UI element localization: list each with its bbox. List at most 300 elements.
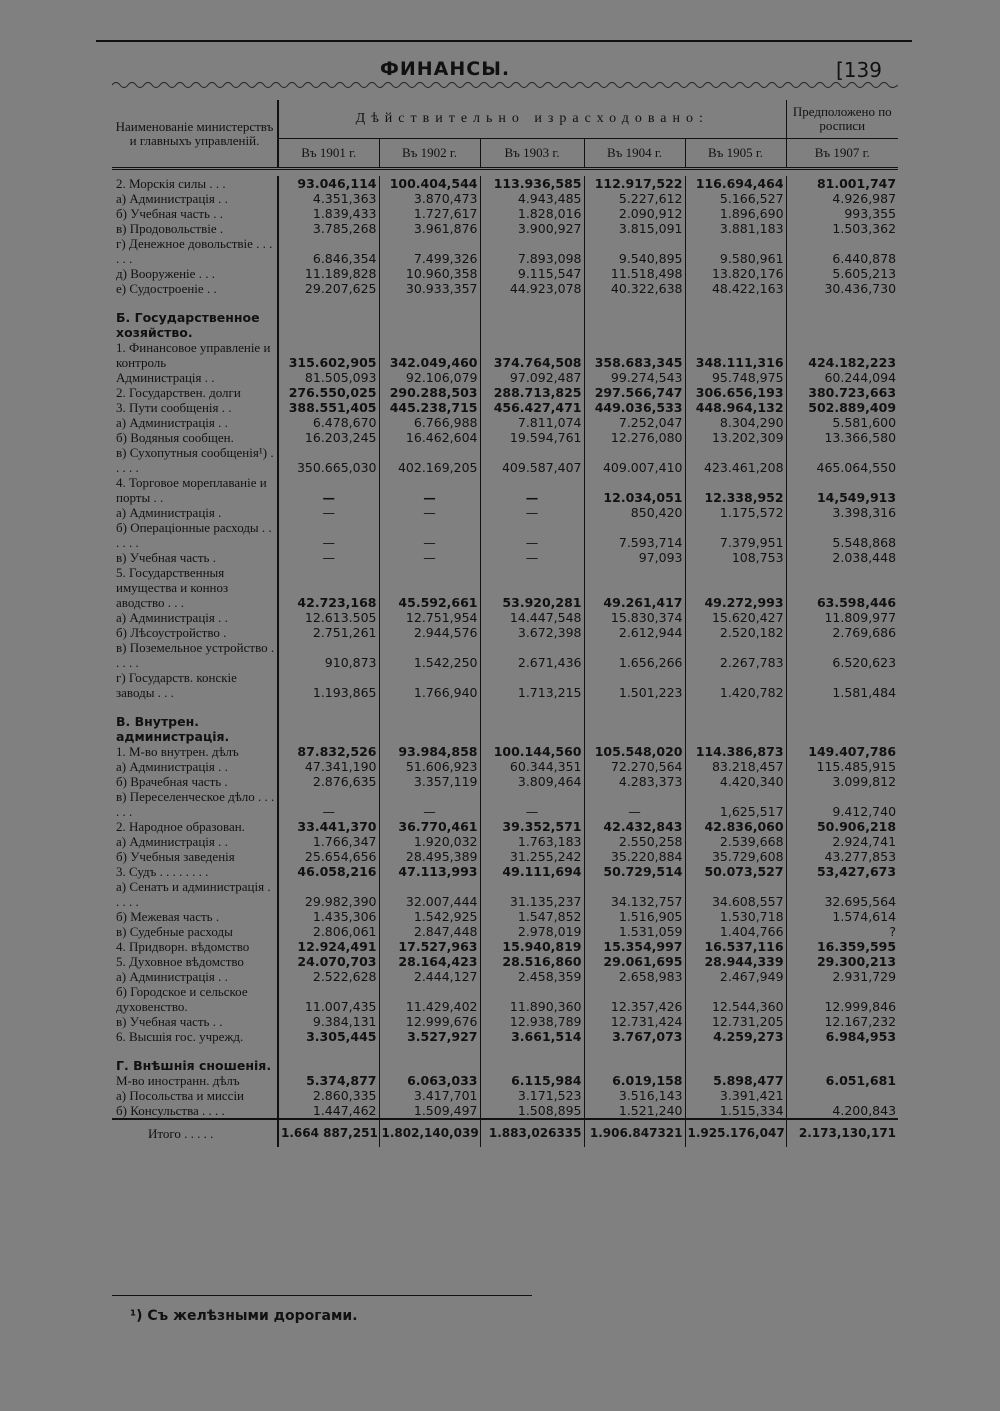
value-cell: 297.566,747 [584,385,685,400]
table-row [112,221,898,236]
value-cell: — [480,475,584,505]
value-cell: 1.516,905 [584,909,685,924]
value-cell: 1.763,183 [480,834,584,849]
value-cell: 348.111,316 [685,340,786,370]
value-cell: 108,753 [685,550,786,565]
value-cell: 2.671,436 [480,640,584,670]
value-cell: 2.876,635 [278,774,379,789]
header-row [112,100,898,139]
value-cell: 993,355 [844,206,897,221]
row-label: г) Государств. конскіе заводы . . . [112,670,278,700]
value-cell: 1.501,223 [584,670,685,700]
value-cell: 11.189,828 [278,266,379,281]
value-cell: 9.384,131 [278,1014,379,1029]
value-cell: 49.272,993 [685,565,786,610]
value-cell: 12.034,051 [584,475,685,505]
value-cell: 50.729,514 [584,864,685,879]
value-cell: 25.654,656 [278,849,379,864]
row-label: б) Водяныя сообщен. [112,430,278,445]
empty-cell [379,296,480,340]
value-cell: 93.984,858 [379,744,480,759]
value-cell: 2.520,182 [685,625,786,640]
value-cell: 1.727,617 [379,206,480,221]
empty-cell [379,700,480,744]
row-label: а) Администрація . . [112,610,278,625]
value-cell: 99.274,543 [584,370,685,385]
value-cell: — [379,550,480,565]
row-label: в) Учебная часть . [112,550,278,565]
value-cell: 12.731,424 [584,1014,685,1029]
row-label: б) Межевая часть . [112,909,278,924]
value-cell: 46.058,216 [278,864,379,879]
value-cell: 465.064,550 [816,460,897,475]
value-cell: 40.322,638 [584,281,685,296]
value-cell: 3.527,927 [379,1029,480,1044]
year-1902: Въ 1902 г. [379,139,480,169]
row-label: б) Операціонные расходы . . . . . . [112,520,278,550]
value-cell: 44.923,078 [480,281,584,296]
value-cell: 2.550,258 [584,834,685,849]
value-cell: 31.135,237 [480,879,584,909]
total-value: 1.664 887,251 [278,1119,379,1147]
row-label: 1. Финансовое управленіе и контроль [112,340,278,370]
value-cell: — [278,505,379,520]
value-cell: 42.723,168 [278,565,379,610]
table-row [112,1029,898,1044]
value-cell: 47.341,190 [278,759,379,774]
row-label: 1. М-во внутрен. дѣлъ [112,744,278,759]
value-cell: 1,625,517 [685,789,786,819]
value-cell: 45.592,661 [379,565,480,610]
value-cell: 3.809,464 [480,774,584,789]
value-cell: 2.267,783 [685,640,786,670]
value-cell: 6.478,670 [278,415,379,430]
value-cell: 9.115,547 [480,266,584,281]
col-header-spent: Дѣйствительно израсходовано: [278,100,786,139]
table-row [112,789,898,819]
value-cell: 12.751,954 [379,610,480,625]
year-1901: Въ 1901 г. [278,139,379,169]
row-label: а) Сенатъ и администрація . . . . . [112,879,278,909]
table-row [112,550,898,565]
value-cell: 3.516,143 [584,1088,685,1103]
table-row [112,385,898,400]
value-cell: 12.938,789 [480,1014,584,1029]
value-cell: 105.548,020 [584,744,685,759]
empty-cell [584,700,685,744]
row-label: в) Сухопутныя сообщенія¹) . . . . . [112,445,278,475]
value-cell: 28.495,389 [379,849,480,864]
value-cell: 16.359,595 [816,939,897,954]
value-cell: 16.537,116 [685,939,786,954]
year-1905: Въ 1905 г. [685,139,786,169]
table-row [112,370,898,385]
value-cell: 31.255,242 [480,849,584,864]
value-cell: 4.200,843 [832,1103,897,1118]
row-label: 3. Пути сообщенія . . [112,400,278,415]
value-cell: 850,420 [584,505,685,520]
value-cell: 1.503,362 [832,221,897,236]
value-cell: 1.193,865 [278,670,379,700]
value-cell: 1.515,334 [685,1103,786,1119]
value-cell: 53,427,673 [816,864,897,879]
row-label: 5. Духовное вѣдомство [112,954,278,969]
value-cell: 13.366,580 [824,430,897,445]
value-cell: 83.218,457 [685,759,786,774]
value-cell: 1.447,462 [278,1103,379,1119]
value-cell: 35.729,608 [685,849,786,864]
value-cell: 4.943,485 [480,191,584,206]
value-cell: 95.748,975 [685,370,786,385]
value-cell: 2.847,448 [379,924,480,939]
section-title: Б. Государственное хозяйство. [112,296,278,340]
year-1907: Въ 1907 г. [814,145,870,160]
table-row [112,415,898,430]
value-cell: 445.238,715 [379,400,480,415]
value-cell: 19.594,761 [480,430,584,445]
value-cell: 39.352,571 [480,819,584,834]
value-cell: 15.620,427 [685,610,786,625]
value-cell: 288.713,825 [480,385,584,400]
table-row [112,849,898,864]
empty-cell [278,1044,379,1073]
value-cell: 3.171,523 [480,1088,584,1103]
value-cell: 5.374,877 [278,1073,379,1088]
value-cell: 50.073,527 [685,864,786,879]
value-cell: 9.580,961 [685,236,786,266]
value-cell: 34.132,757 [584,879,685,909]
value-cell: 60.344,351 [480,759,584,774]
value-cell: 6.019,158 [584,1073,685,1088]
table-row [112,565,898,610]
table-row [112,610,898,625]
value-cell: 42.836,060 [685,819,786,834]
value-cell: — [379,475,480,505]
value-cell: — [480,520,584,550]
value-cell: 48.422,163 [685,281,786,296]
value-cell: 5.227,612 [584,191,685,206]
row-label: а) Администрація . . [112,834,278,849]
value-cell: 1.896,690 [685,206,786,221]
row-label: 2. Государствен. долги [112,385,278,400]
value-cell: 2.539,668 [685,834,786,849]
value-cell: 6.766,988 [379,415,480,430]
table-row [112,206,898,221]
value-cell: 374.764,508 [480,340,584,370]
total-label: Итого . . . . . [112,1119,278,1147]
empty-cell [584,296,685,340]
value-cell: 3.785,268 [278,221,379,236]
value-cell: — [379,505,480,520]
value-cell: 36.770,461 [379,819,480,834]
row-label: 5. Государственныя имущества и конноз аводство . . . [112,565,278,610]
value-cell: 1.828,016 [480,206,584,221]
empty-cell [685,700,786,744]
section-title: В. Внутрен. администрація. [112,700,278,744]
empty-cell [278,700,379,744]
table-row [112,400,898,415]
value-cell: 28.516,860 [480,954,584,969]
value-cell: 1.509,497 [379,1103,480,1119]
value-cell: 11.890,360 [480,984,584,1014]
value-cell: 9.540,895 [584,236,685,266]
row-label: М-во иностранн. дѣлъ [112,1073,278,1088]
value-cell: 35.220,884 [584,849,685,864]
value-cell: 2.444,127 [379,969,480,984]
table-row [112,969,898,984]
value-cell: 5.898,477 [685,1073,786,1088]
value-cell: 12.357,426 [584,984,685,1014]
value-cell: 49.261,417 [584,565,685,610]
value-cell: 16.462,604 [379,430,480,445]
year-1903: Въ 1903 г. [480,139,584,169]
value-cell: 12.999,676 [379,1014,480,1029]
empty-cell [786,700,898,744]
value-cell: 15.940,819 [480,939,584,954]
value-cell: 12.924,491 [278,939,379,954]
table-row [112,864,898,879]
value-cell: 3.961,876 [379,221,480,236]
table-row [112,909,898,924]
value-cell: 12.613.505 [278,610,379,625]
finance-table [112,100,898,1147]
value-cell: 28.944,339 [685,954,786,969]
value-cell: — [278,475,379,505]
value-cell: 12.544,360 [685,984,786,1014]
value-cell: 3.815,091 [584,221,685,236]
table-row [112,744,898,759]
value-cell: 29.300,213 [816,954,897,969]
value-cell: 60.244,094 [824,370,897,385]
value-cell: 1.766,940 [379,670,480,700]
table-row [112,954,898,969]
value-cell: 402.169,205 [379,445,480,475]
value-cell: 93.046,114 [278,176,379,191]
value-cell: 33.441,370 [278,819,379,834]
value-cell: 34.608,557 [685,879,786,909]
value-cell: 4.351,363 [278,191,379,206]
value-cell: 2.467,949 [685,969,786,984]
table-row [112,774,898,789]
value-cell: 13.820,176 [685,266,786,281]
empty-cell [786,296,898,340]
value-cell: 3.672,398 [480,625,584,640]
value-cell: 4.926,987 [832,191,897,206]
table-row [112,984,898,1014]
value-cell: 315.602,905 [278,340,379,370]
value-cell: 6.440,878 [832,251,897,266]
value-cell: 276.550,025 [278,385,379,400]
value-cell: — [278,520,379,550]
value-cell: 4.283,373 [584,774,685,789]
value-cell: 6.984,953 [825,1029,897,1044]
value-cell: 12.167,232 [824,1014,897,1029]
empty-cell [584,1044,685,1073]
value-cell: 423.461,208 [685,445,786,475]
value-cell: 1.713,215 [480,670,584,700]
value-cell: 47.113,993 [379,864,480,879]
value-cell: — [480,550,584,565]
value-cell: 2.090,912 [584,206,685,221]
value-cell: 2.931,729 [832,969,897,984]
value-cell: 7.252,047 [584,415,685,430]
value-cell: 3.391,421 [685,1088,786,1103]
value-cell: 306.656,193 [685,385,786,400]
value-cell: 29.207,625 [278,281,379,296]
table-row [112,819,898,834]
value-cell: 3.870,473 [379,191,480,206]
page-title: ФИНАНСЫ. [380,58,511,80]
value-cell: 290.288,503 [379,385,480,400]
table-row [112,236,898,266]
col-header-planned: Предположено по росписи [786,100,898,139]
value-cell: 7.893,098 [480,236,584,266]
value-cell: 13.202,309 [685,430,786,445]
value-cell: 1.435,306 [278,909,379,924]
empty-cell [480,700,584,744]
value-cell: 6.115,984 [480,1073,584,1088]
value-cell: 113.936,585 [480,176,584,191]
value-cell: 50.906,218 [816,819,897,834]
value-cell: 12.999,846 [824,999,897,1014]
value-cell: 502.889,409 [808,400,897,415]
value-cell: 424.182,223 [808,355,897,370]
value-cell: 2.522,628 [278,969,379,984]
value-cell: 1.531,059 [584,924,685,939]
value-cell: 1.547,852 [480,909,584,924]
value-cell: 14.447,548 [480,610,584,625]
row-label: Администрація . . [112,370,278,385]
value-cell: 92.106,079 [379,370,480,385]
value-cell: 1.920,032 [379,834,480,849]
total-value: 1.883,026335 [480,1119,584,1147]
value-cell: 15.354,997 [584,939,685,954]
value-cell: 6.520,623 [832,655,897,670]
value-cell: 32.695,564 [824,894,897,909]
total-value: 2.173,130,171 [786,1119,898,1147]
value-cell: 1.521,240 [584,1103,685,1119]
table-row [112,1014,898,1029]
value-cell: 30.933,357 [379,281,480,296]
row-label: е) Судостроеніе . . [112,281,278,296]
page-number: [139 [836,58,882,82]
row-label: 3. Судъ . . . . . . . . [112,864,278,879]
value-cell: 448.964,132 [685,400,786,415]
value-cell: 456.427,471 [480,400,584,415]
value-cell: ? [889,924,897,939]
empty-cell [278,296,379,340]
row-label: б) Городское и сельское духовенство. [112,984,278,1014]
row-label: а) Администрація . . [112,191,278,206]
value-cell: 6.051,681 [825,1073,897,1088]
value-cell: 42.432,843 [584,819,685,834]
table-row [112,445,898,475]
section-row [112,1044,898,1073]
row-label: 2. Морскія силы . . . [112,176,278,191]
total-value: 1.906.847321 [584,1119,685,1147]
value-cell: 1.656,266 [584,640,685,670]
value-cell: 7.811,074 [480,415,584,430]
total-value: 1.802,140,039 [379,1119,480,1147]
value-cell: 72.270,564 [584,759,685,774]
value-cell: 12.338,952 [685,475,786,505]
section-title: Г. Внѣшнія сношенія. [112,1044,278,1073]
value-cell: 2.769,686 [832,625,897,640]
value-cell: 2.038,448 [832,550,897,565]
total-value: 1.925.176,047 [685,1119,786,1147]
row-label: 4. Торговое мореплаваніе и порты . . [112,475,278,505]
empty-cell [786,1044,898,1073]
value-cell: 32.007,444 [379,879,480,909]
value-cell: 81.001,747 [816,176,897,191]
table-row [112,640,898,670]
value-cell: 15.830,374 [584,610,685,625]
value-cell: 29.061,695 [584,954,685,969]
value-cell: 1.508,895 [480,1103,584,1119]
table-row [112,475,898,505]
value-cell: 43.277,853 [824,849,897,864]
value-cell: — [379,789,480,819]
table-body [112,176,898,1147]
section-row [112,296,898,340]
table-row [112,176,898,191]
value-cell: 7.499,326 [379,236,480,266]
table-row [112,281,898,296]
value-cell: 910,873 [278,640,379,670]
value-cell: 1.574,614 [832,909,897,924]
top-rule [96,40,912,42]
value-cell: 5.605,213 [832,266,897,281]
value-cell: 100.144,560 [480,744,584,759]
value-cell: — [278,550,379,565]
value-cell: 63.598,446 [816,595,897,610]
value-cell: 100.404,544 [379,176,480,191]
table-row [112,340,898,370]
value-cell: 2.612,944 [584,625,685,640]
value-cell: 3.357,119 [379,774,480,789]
row-label: в) Поземельное устройство . . . . . [112,640,278,670]
table-row [112,1103,898,1119]
value-cell: 358.683,345 [584,340,685,370]
table-row [112,520,898,550]
value-cell: — [379,520,480,550]
row-label: б) Лѣсоустройство . [112,625,278,640]
value-cell: 3.900,927 [480,221,584,236]
row-label: в) Учебная часть . . [112,1014,278,1029]
value-cell: 409.587,407 [480,445,584,475]
value-cell: 1.581,484 [832,685,897,700]
value-cell: 12.276,080 [584,430,685,445]
value-cell: 350.665,030 [278,445,379,475]
value-cell: 2.860,335 [278,1088,379,1103]
value-cell: 7.593,714 [584,520,685,550]
col-header-name: Наименованіе министерствъ и главныхъ управленій. [112,100,278,169]
table-row [112,759,898,774]
row-label: а) Администрація . . [112,969,278,984]
year-1904: Въ 1904 г. [584,139,685,169]
value-cell: 11.429,402 [379,984,480,1014]
value-cell: 30.436,730 [824,281,897,296]
row-label: б) Учебныя заведенія [112,849,278,864]
value-cell: 449.036,533 [584,400,685,415]
table-row [112,505,898,520]
value-cell: 388.551,405 [278,400,379,415]
row-label: в) Переселенческое дѣло . . . . . . [112,789,278,819]
value-cell: 6.846,354 [278,236,379,266]
value-cell: 3.398,316 [832,505,897,520]
table-row [112,430,898,445]
value-cell: 8.304,290 [685,415,786,430]
